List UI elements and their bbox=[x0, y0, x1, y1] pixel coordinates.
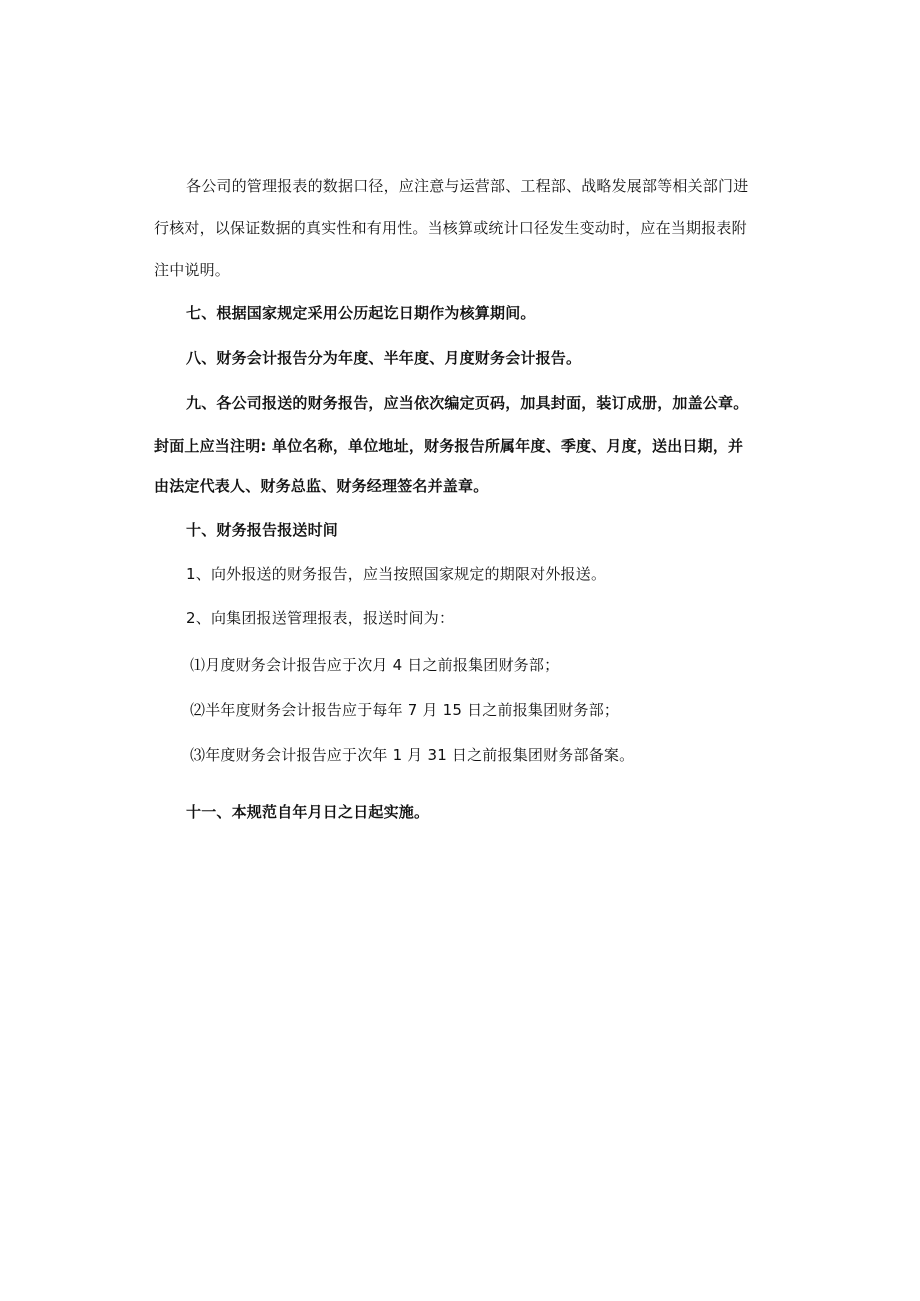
section-nine-line: 九、各公司报送的财务报告，应当依次编定页码，加具封面，装订成册，加盖公章。 bbox=[186, 394, 749, 412]
paragraph-line: 行核对，以保证数据的真实性和有用性。当核算或统计口径发生变动时，应在当期报表附 bbox=[154, 219, 747, 237]
section-eleven: 十一、本规范自年月日之日起实施。 bbox=[186, 803, 430, 821]
section-ten-subitem-3: ⑶年度财务会计报告应于次年 1 月 31 日之前报集团财务部备案。 bbox=[190, 746, 635, 764]
section-ten-heading: 十、财务报告报送时间 bbox=[186, 521, 339, 539]
section-ten-subitem-2: ⑵半年度财务会计报告应于每年 7 月 15 日之前报集团财务部； bbox=[190, 701, 620, 719]
section-nine-line: 由法定代表人、财务总监、财务经理签名并盖章。 bbox=[154, 477, 489, 495]
section-nine-line: 封面上应当注明: 单位名称，单位地址，财务报告所属年度、季度、月度，送出日期，并 bbox=[154, 437, 744, 455]
section-ten-subitem-1: ⑴月度财务会计报告应于次月 4 日之前报集团财务部； bbox=[190, 656, 560, 674]
section-ten-item-2: 2、向集团报送管理报表，报送时间为： bbox=[186, 609, 455, 627]
paragraph-line: 各公司的管理报表的数据口径，应注意与运营部、工程部、战略发展部等相关部门进 bbox=[186, 177, 749, 195]
section-eight: 八、财务会计报告分为年度、半年度、月度财务会计报告。 bbox=[186, 349, 582, 367]
section-ten-item-1: 1、向外报送的财务报告，应当按照国家规定的期限对外报送。 bbox=[186, 565, 607, 583]
paragraph-line: 注中说明。 bbox=[154, 261, 231, 279]
section-seven: 七、根据国家规定采用公历起讫日期作为核算期间。 bbox=[186, 304, 536, 322]
